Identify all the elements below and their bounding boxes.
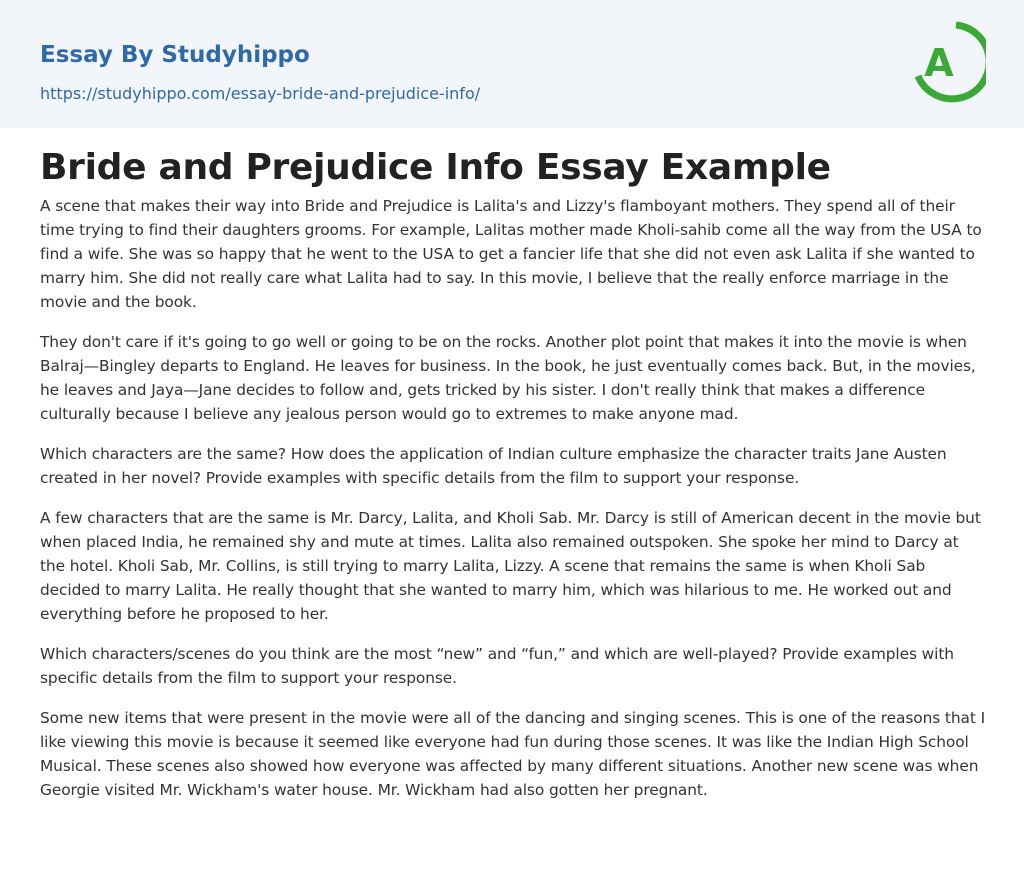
essay-title: Bride and Prejudice Info Essay Example (40, 147, 831, 188)
essay-body (40, 194, 988, 818)
essay-paragraph: Some new items that were present in the movie were all of the dancing and singing scenes. This is one of the reasons that I like viewing this movie is because it seemed like everyone had fun during those scenes. It was like the Indian High School Musical. These scenes also showed how everyone was affected by many different situations. Another new scene was when Georgie visited Mr. Wickham's water house. Mr. Wickham had also gotten her pregnant. (40, 709, 986, 799)
essay-paragraph: Which characters/scenes do you think are the most “new” and “fun,” and which are well-played? Provide examples with specific details from the film to support your response. (40, 645, 954, 687)
essay-url-link[interactable]: https://studyhippo.com/essay-bride-and-prejudice-info/ (40, 84, 481, 103)
essay-paragraph: A few characters that are the same is Mr. Darcy, Lalita, and Kholi Sab. Mr. Darcy is still of American decent in the movie but when placed India, he remained shy and mute at times. Lalita also remained outspoken. She spoke her mind to Darcy at the hotel. Kholi Sab, Mr. Collins, is still trying to marry Lalita, Lizzy. A scene that remains the same is when Kholi Sab decided to marry Lalita. He really thought that she wanted to marry him, which was hilarious to me. He worked out and everything before he proposed to her. (40, 509, 981, 623)
essay-paragraph: Which characters are the same? How does the application of Indian culture emphasize the character traits Jane Austen created in her novel? Provide examples with specific details from the film to support your response. (40, 445, 947, 487)
logo-letter: A (924, 41, 954, 85)
essay-paragraph: They don't care if it's going to go well or going to be on the rocks. Another plot point that makes it into the movie is when Balraj—Bingley departs to England. He leaves for business. In the book, he just eventually comes back. But, in the movies, he leaves and Jaya—Jane decides to follow and, gets tricked by his sister. I don't really think that makes a difference culturally because I believe any jealous person would go to extremes to make anyone mad. (40, 333, 976, 423)
site-brand[interactable]: Essay By Studyhippo (40, 42, 310, 68)
studyhippo-logo-icon[interactable] (912, 20, 986, 104)
essay-paragraph: A scene that makes their way into Bride and Prejudice is Lalita's and Lizzy's flamboyant mothers. They spend all of their time trying to find their daughters grooms. For example, Lalitas mother made Kholi-sahib come all the way from the USA to find a wife. She was so happy that he went to the USA to get a fancier life that she did not even ask Lalita if she wanted to marry him. She did not really care what Lalita had to say. In this movie, I believe that the really enforce marriage in the movie and the book. (40, 197, 982, 311)
